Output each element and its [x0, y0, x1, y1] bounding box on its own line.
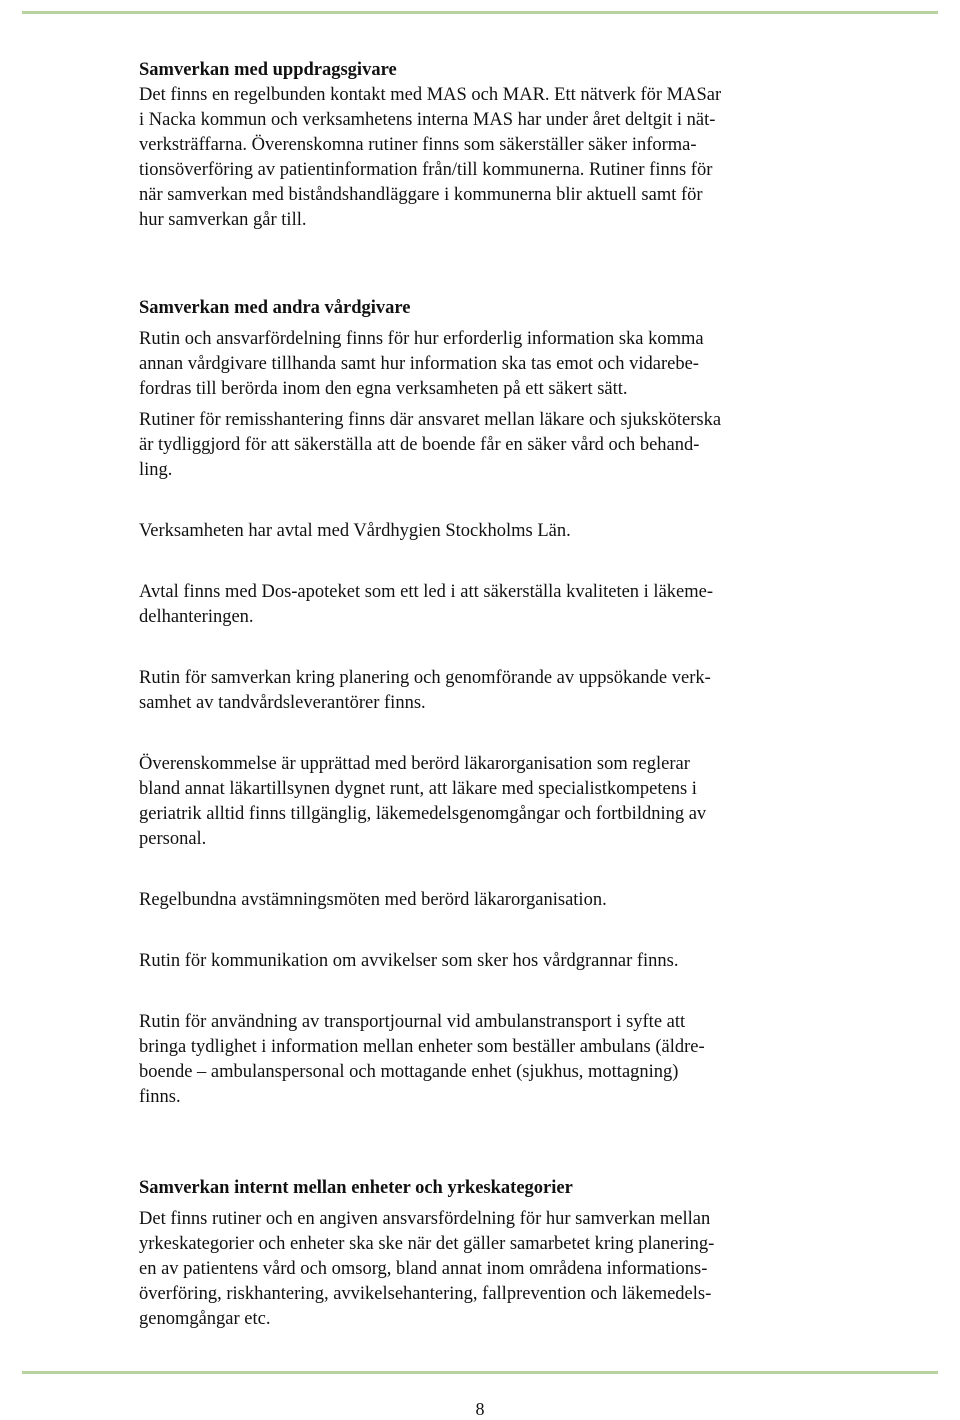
paragraph [139, 888, 839, 913]
text-line: Regelbundna avstämningsmöten med berörd läkarorganisation. [139, 890, 607, 910]
text-line: är tydliggjord för att säkerställa att de boende får en säker vård och behand- [139, 435, 700, 455]
paragraph [139, 752, 839, 852]
text-line: Det finns en regelbunden kontakt med MAS och MAR. Ett nätverk för MASar [139, 85, 722, 105]
text-line: i Nacka kommun och verksamhetens interna MAS har under året deltgit i nät- [139, 110, 716, 130]
paragraph [139, 327, 839, 402]
text-line: ling. [139, 460, 173, 480]
section-heading: Samverkan med andra vårdgivare [139, 298, 411, 318]
text-line: hur samverkan går till. [139, 210, 307, 230]
text-line: bringa tydlighet i information mellan enheter som beställer ambulans (äldre- [139, 1037, 705, 1057]
text-line: Rutiner för remisshantering finns där ansvaret mellan läkare och sjuksköterska [139, 410, 722, 430]
page-number: 8 [475, 1399, 485, 1419]
paragraph [139, 408, 839, 483]
text-line: överföring, riskhantering, avvikelsehantering, fallprevention och läkemedels- [139, 1284, 712, 1304]
text-line: annan vårdgivare tillhanda samt hur information ska tas emot och vidarebe- [139, 354, 699, 374]
section-andra-vardgivare [139, 296, 839, 1110]
paragraph [139, 1207, 839, 1332]
text-line: Rutin för samverkan kring planering och genomförande av uppsökande verk- [139, 668, 711, 688]
text-line: finns. [139, 1087, 181, 1107]
text-line: bland annat läkartillsynen dygnet runt, att läkare med specialistkompetens i [139, 779, 697, 799]
text-line: yrkeskategorier och enheter ska ske när det gäller samarbetet kring planering- [139, 1234, 715, 1254]
text-line: Avtal finns med Dos-apoteket som ett led i att säkerställa kvaliteten i läkeme- [139, 582, 714, 602]
text-line: personal. [139, 829, 207, 849]
text-line: Rutin för användning av transportjournal vid ambulanstransport i syfte att [139, 1012, 686, 1032]
text-line: verksträffarna. Överenskomna rutiner finns som säkerställer säker informa- [139, 135, 697, 155]
top-rule [22, 11, 938, 14]
text-line: genomgångar etc. [139, 1309, 271, 1329]
text-line: när samverkan med biståndshandläggare i kommunerna blir aktuell samt för [139, 185, 703, 205]
text-line: fordras till berörda inom den egna verksamheten på ett säkert sätt. [139, 379, 628, 399]
page-content [139, 58, 839, 1332]
text-line: Rutin för kommunikation om avvikelser som sker hos vårdgrannar finns. [139, 951, 679, 971]
paragraph [139, 666, 839, 716]
paragraph [139, 519, 839, 544]
section-internt [139, 1176, 839, 1332]
text-line: samhet av tandvårdsleverantörer finns. [139, 693, 426, 713]
bottom-rule [22, 1371, 938, 1374]
paragraph [139, 580, 839, 630]
text-line: Verksamheten har avtal med Vårdhygien Stockholms Län. [139, 521, 571, 541]
paragraph [139, 83, 839, 233]
text-line: en av patientens vård och omsorg, bland annat inom områdena informations- [139, 1259, 708, 1279]
section-uppdragsgivare [139, 58, 839, 233]
text-line: Överenskommelse är upprättad med berörd läkarorganisation som reglerar [139, 754, 690, 774]
section-heading: Samverkan med uppdragsgivare [139, 60, 397, 80]
paragraph [139, 1010, 839, 1110]
section-heading: Samverkan internt mellan enheter och yrkeskategorier [139, 1178, 573, 1198]
paragraph [139, 949, 839, 974]
text-line: geriatrik alltid finns tillgänglig, läkemedelsgenomgångar och fortbildning av [139, 804, 707, 824]
text-line: boende – ambulanspersonal och mottagande enhet (sjukhus, mottagning) [139, 1062, 679, 1082]
text-line: delhanteringen. [139, 607, 254, 627]
text-line: Det finns rutiner och en angiven ansvarsfördelning för hur samverkan mellan [139, 1209, 711, 1229]
text-line: Rutin och ansvarfördelning finns för hur erforderlig information ska komma [139, 329, 704, 349]
text-line: tionsöverföring av patientinformation från/till kommunerna. Rutiner finns för [139, 160, 713, 180]
